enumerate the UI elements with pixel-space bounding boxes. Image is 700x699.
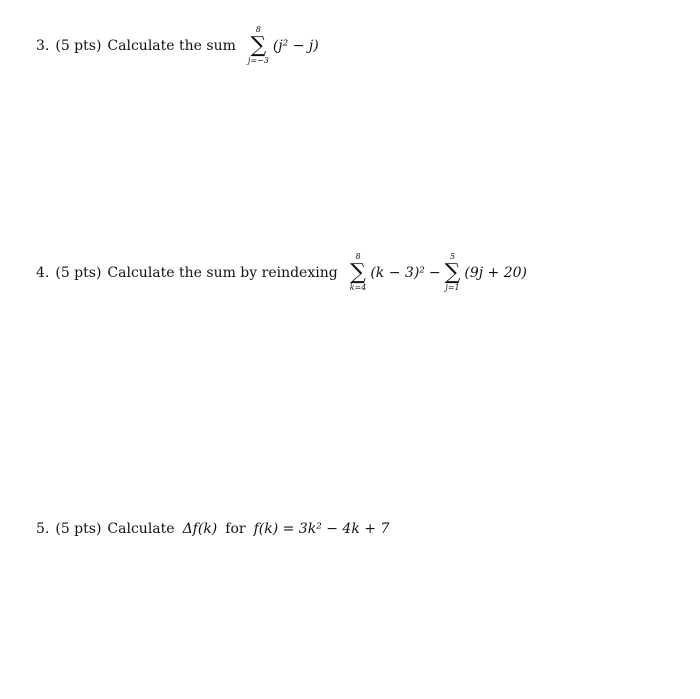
problem-number: 4.	[36, 264, 50, 281]
sigma-icon: ∑	[350, 259, 366, 285]
problem-text: Calculate the sum	[107, 37, 236, 54]
sum-lower-limit: j=−3	[247, 55, 269, 65]
sum-upper-limit: 8	[355, 252, 361, 261]
sum-upper-limit: 8	[255, 25, 261, 34]
summation-1	[350, 253, 367, 293]
summation	[248, 26, 269, 66]
sum-expression-2: (9j + 20)	[464, 264, 527, 281]
sigma-icon: ∑	[444, 259, 461, 285]
problem-4	[36, 253, 527, 293]
problem-points: (5 pts)	[55, 37, 102, 54]
problem-5	[36, 521, 389, 537]
sigma-icon: ∑	[250, 32, 267, 58]
sum-lower-limit: k=4	[349, 282, 367, 292]
problem-points: (5 pts)	[55, 521, 102, 537]
delta-expression: Δf(k)	[182, 521, 218, 537]
sum-upper-limit: 5	[449, 252, 456, 261]
problem-3	[36, 26, 319, 66]
problem-text: Calculate	[107, 521, 175, 537]
summation-2	[445, 253, 461, 293]
problem-text: Calculate the sum by reindexing	[107, 264, 338, 281]
function-definition: f(k) = 3k² − 4k + 7	[253, 521, 390, 537]
for-word: for	[225, 521, 246, 537]
minus-sign: −	[428, 264, 441, 281]
problem-number: 3.	[36, 37, 50, 54]
sum-lower-limit: j=1	[445, 282, 460, 292]
sum-expression-1: (k − 3)²	[370, 264, 425, 281]
problem-points: (5 pts)	[55, 264, 102, 281]
sum-expression: (j² − j)	[272, 37, 319, 54]
problem-number: 5.	[36, 521, 50, 537]
